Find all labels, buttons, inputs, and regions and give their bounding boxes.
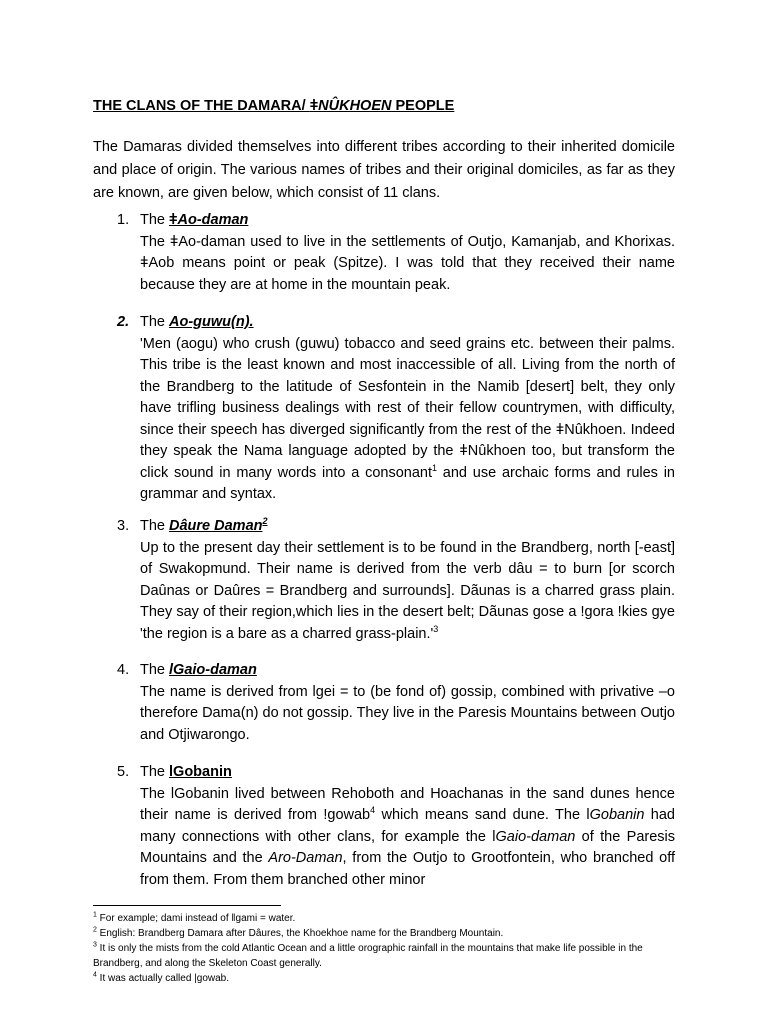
clan-number: 2. [117, 314, 130, 330]
title-prefix: THE CLANS OF THE DAMARA/ [93, 98, 310, 114]
footnote-text: English: Brandberg Damara after Dâures, the Khoekhoe name for the Brandberg Mountain. [96, 928, 504, 939]
footnote [93, 926, 683, 941]
clan-italic-text: Gaio-daman [495, 828, 576, 845]
clan-the: The [140, 314, 170, 330]
footnote-mark: 1 [93, 911, 97, 919]
clan-text: Up to the present day their settlement is to be found in the Brandberg, north [-east] of Swakopmund. Their name is derived from the verb dâu = to burn [or scorch Daûnas or Daûres = Brandberg and surrounds]. Dãunas is a charred grass plain. They say of their region,which lies in the desert belt; Dãunas gose a !gora !kies gye 'the region is a bare as a charred grass-plain.' [140, 539, 675, 642]
clan-title [140, 210, 248, 232]
clan-name: lGobanin [169, 764, 232, 780]
clan-heading [117, 516, 675, 538]
clan-text: The lGobanin lived between Rehoboth and Hoachanas in the sand dunes hence their name is derived from !gowab [140, 785, 675, 823]
clan-name: Dâure Daman [169, 518, 263, 534]
clan-italic-text: Aro-Daman [268, 850, 343, 866]
footnote-mark: 3 [93, 941, 97, 949]
footnote [93, 941, 683, 971]
footnote-ref: 4 [370, 805, 376, 816]
footnote-text: For example; dami instead of ǁgami = water. [96, 913, 296, 924]
clan-the: The [140, 764, 170, 780]
clan-item-5 [117, 762, 675, 891]
clan-item-1 [117, 210, 675, 296]
clan-title [140, 516, 268, 538]
clan-text: had many connections with other clans, for example the l [140, 807, 675, 845]
clan-text: and use archaic forms and rules in grammar and syntax. [140, 464, 675, 502]
clan-number: 1. [117, 212, 130, 228]
clan-text: 'Men (aogu) who crush (guwu) tobacco and seed grains etc. between their palms. This tribe is the least known and most inaccessible of all. Living from the north of the Brandberg to the latitude of Sesfontein in the Namib [desert] belt, they only have trifling business dealings with rest of their fellow countrymen, with difficulty, since their speech has diverged significantly from the rest of the ǂNûkhoen. Indeed they speak the Nama language adopted by the ǂNûkhoen too, but transform the click sound in many words into a consonant [140, 335, 675, 481]
clan-description [140, 784, 675, 892]
clan-italic-text: Gobanin [589, 807, 645, 823]
clan-item-3 [117, 516, 675, 645]
clan-the: The [140, 518, 170, 534]
clan-number: 3. [117, 518, 130, 534]
clan-description [140, 334, 675, 506]
clan-name: Ao-guwu(n). [169, 314, 254, 330]
clan-name: lGaio-daman [169, 662, 257, 678]
clan-description: The ǂAo-daman used to live in the settlements of Outjo, Kamanjab, and Khorixas. ǂAob means point or peak (Spitze). I was told that they received their name because they are at home in the mountain peak. [140, 233, 675, 293]
clan-description [140, 538, 675, 646]
clan-heading [117, 312, 675, 334]
clan-the: The [140, 662, 170, 678]
clan-number: 5. [117, 764, 130, 780]
intro-paragraph: The Damaras divided themselves into different tribes according to their inherited domicile and place of origin. The various names of tribes and their original domiciles, as far as they are known, are given below, which consist of 11 clans. [93, 139, 675, 201]
clan-heading [117, 660, 675, 682]
clan-heading [117, 210, 675, 232]
clan-title [140, 312, 254, 334]
clan-item-4 [117, 660, 675, 746]
footnote [93, 911, 683, 926]
footnotes-list [93, 911, 683, 986]
footnote-ref: 2 [262, 516, 268, 527]
footnote-text: It is only the mists from the cold Atlantic Ocean and a little orographic rainfall in the mountains that make life possible in the Brandberg, and along the Skeleton Coast generally. [93, 943, 643, 969]
clan-title [140, 660, 257, 682]
clan-text: of the Paresis Mountains and the [140, 828, 675, 866]
clan-number: 4. [117, 662, 130, 678]
clan-name: ǂAo-daman [169, 212, 249, 228]
clan-title [140, 762, 232, 784]
clan-the: The [140, 212, 170, 228]
title-suffix: PEOPLE [391, 98, 455, 114]
footnote [93, 971, 683, 986]
footnote-mark: 2 [93, 926, 97, 934]
clan-heading [117, 762, 675, 784]
footnote-ref: 3 [433, 623, 439, 634]
footnote-mark: 4 [93, 971, 97, 979]
clan-item-2 [117, 312, 675, 506]
title-italic: ǂNÛKHOEN [309, 98, 392, 114]
footnote-separator [93, 905, 281, 906]
footnote-text: It was actually called |gowab. [96, 973, 230, 984]
page-title [93, 98, 454, 114]
clan-description: The name is derived from lgei = to (be fond of) gossip, combined with privative –o therefore Dama(n) do not gossip. They live in the Paresis Mountains between Outjo and Otjiwarongo. [140, 683, 675, 743]
clan-text: which means sand dune. The l [375, 807, 590, 823]
footnote-ref: 1 [432, 462, 438, 473]
clan-text: , from the Outjo to Grootfontein, who branched off from them. From them branched other minor [140, 850, 675, 888]
